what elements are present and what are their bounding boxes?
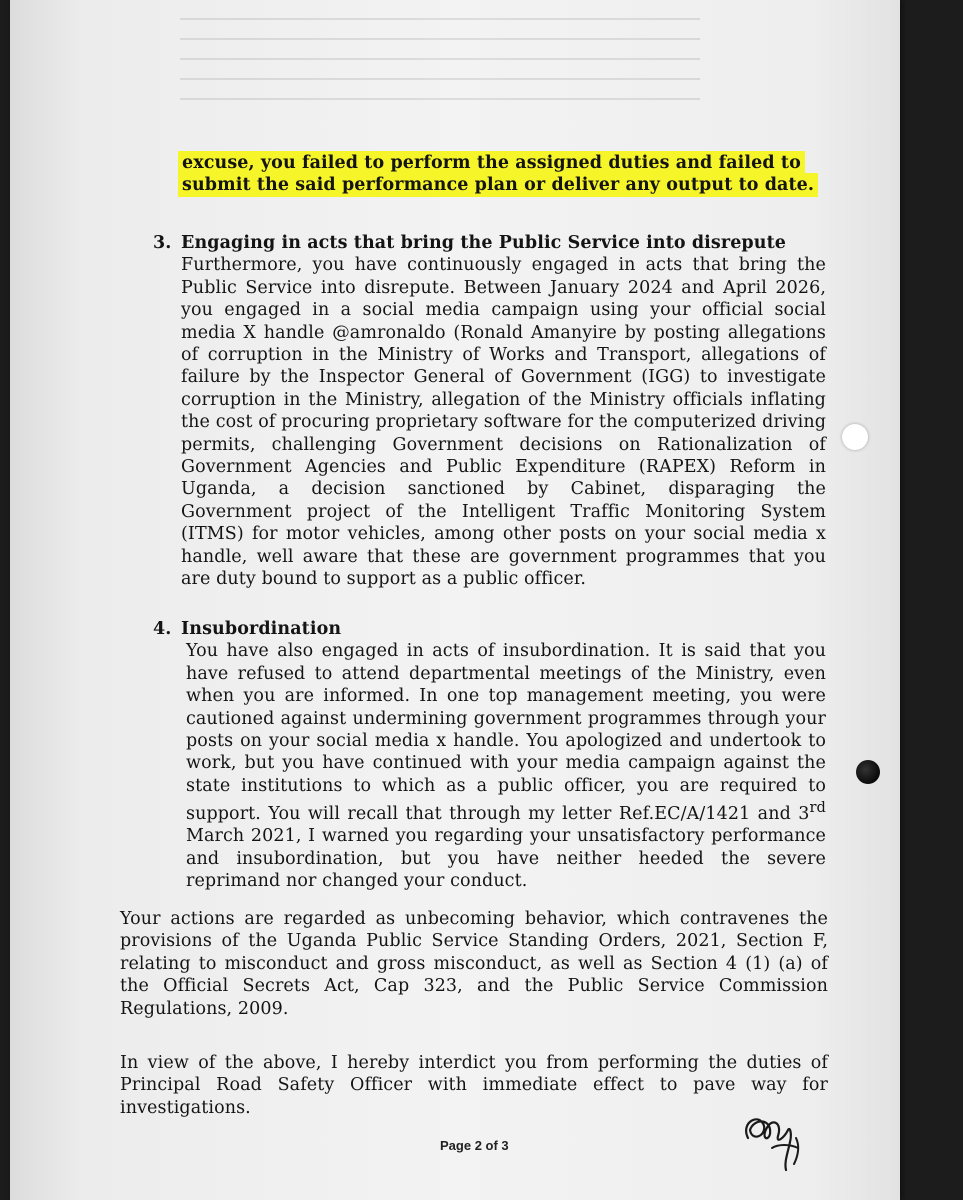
section-4 [153,618,833,893]
section-4-heading: Insubordination [181,619,342,639]
page-number [440,1138,509,1153]
section-3-body: Furthermore, you have continuously engaged in acts that bring the Public Service into disrepute. Between January 2024 and April 2026, you engaged in a social media campaign using your official social media X handle @amronaldo (Ronald Amanyire by posting allegations of corruption in the Ministry of Works and Transport, allegations of failure by the Inspector General of Government (IGG) to investigate corruption in the Ministry, allegation of the Ministry officials inflating the cost of procuring proprietary software for the computerized driving permits, challenging Government decisions on Rationalization of Government Agencies and Public Expenditure (RAPEX) Reform in Uganda, a decision sanctioned by Cabinet, disparaging the Government project of the Intelligent Traffic Monitoring System (ITMS) for motor vehicles, among other posts on your social media x handle, well aware that these are government programmes that you are duty bound to support as a public officer. [181,255,826,590]
section-3-number: 3. [153,233,172,253]
section-3 [153,232,828,591]
ordinal-suffix: rd [809,799,826,817]
section-4-body-part1: You have also engaged in acts of insubordination. It is said that you have refused to attend departmental meetings of the Ministry, even when you are informed. In one top management meeting, you were cautioned against undermining government programmes through your posts on your social media x handle. You apologized and undertook to work, but you have continued with your media campaign against the state institutions to which as a public officer, you are required to support. You will recall that through my letter Ref.EC/A/1421 and 3 [186,641,826,825]
highlighted-paragraph [178,152,846,197]
bleed-through-text [180,0,700,140]
signature-initials [738,1108,808,1178]
punch-hole-dark [856,760,880,784]
section-4-number: 4. [153,619,172,639]
page-number-total: 3 [501,1138,509,1153]
document-page [10,0,900,1200]
section-4-body [153,640,826,892]
paragraph-interdiction: In view of the above, I hereby interdict you from performing the duties of Principal Road Safety Officer with immediate effect to pave way for investigations. [120,1053,828,1118]
highlighted-text: excuse, you failed to perform the assigned duties and failed to submit the said performance plan or deliver any output to date. [178,151,818,197]
section-3-heading: Engaging in acts that bring the Public Service into disrepute [181,233,787,253]
paragraph-contravention: Your actions are regarded as unbecoming behavior, which contravenes the provisions of the Uganda Public Service Standing Orders, 2021, Section F, relating to misconduct and gross misconduct, as well as Section 4 (1) (a) of the Official Secrets Act, Cap 323, and the Public Service Commission Regulations, 2009. [120,909,828,1019]
section-4-body-part2: March 2021, I warned you regarding your unsatisfactory performance and insubordination, but you have neither heeded the severe reprimand nor changed your conduct. [186,826,826,892]
page-number-prefix: Page [440,1138,475,1153]
page-number-of: of [481,1138,502,1153]
page-number-current: 2 [474,1138,482,1153]
punch-hole-light [842,424,868,450]
